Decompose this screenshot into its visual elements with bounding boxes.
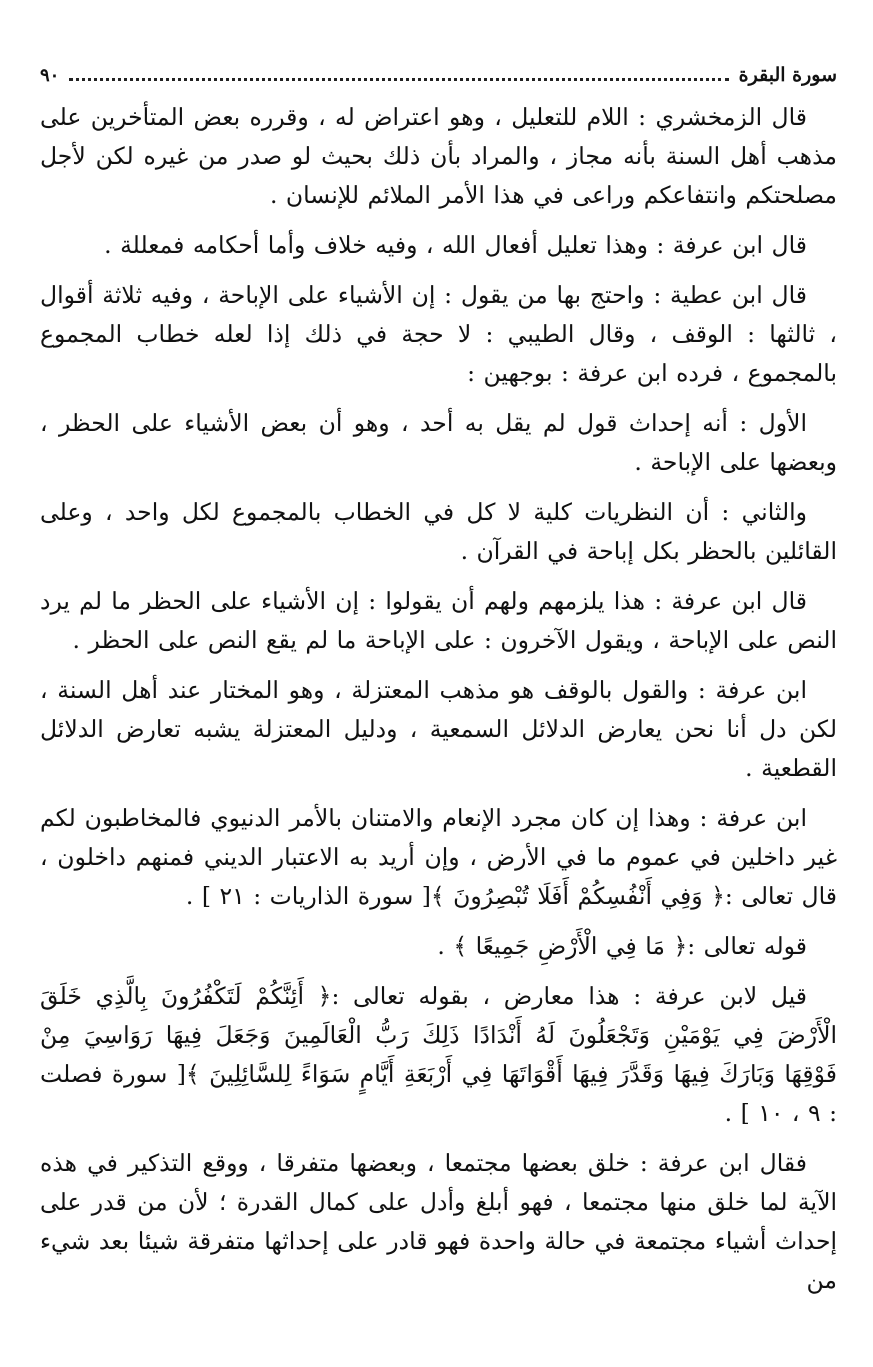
paragraph-first-reason: الأول : أنه إحداث قول لم يقل به أحد ، وهو أن بعض الأشياء على الحظر ، وبعضها على الإباحة . xyxy=(40,409,837,476)
paragraph-zamakhshari: قال الزمخشري : اللام للتعليل ، وهو اعتراض له ، وقرره بعض المتأخرين على مذهب أهل السنة بأنه مجاز ، والمراد بأن ذلك بحيث لو صدر من غيره لكن لأجل مصلحتكم وانتفاعكم وراعى في هذا الأمر الملائم للإنسان . xyxy=(40,103,837,209)
paragraph-inam: ابن عرفة : وهذا إن كان مجرد الإنعام والامتنان بالأمر الدنيوي فالمخاطبون لكم غير داخلين في عموم ما في الأرض ، وإن أريد به الاعتبار الديني فمنهم داخلون ، قال تعالى :﴿ وَفِي أَنْفُسِكُمْ أَفَلَا تُبْصِرُونَ ﴾[ سورة الذاريات : ٢١ ] . xyxy=(40,804,837,910)
paragraph-ibn-arafa-hazr: قال ابن عرفة : هذا يلزمهم ولهم أن يقولوا : إن الأشياء على الحظر ما لم يرد النص على الإباحة ، ويقول الآخرون : على الإباحة ما لم يقع النص على الحظر . xyxy=(40,587,837,654)
paragraph-fussilat-objection: قيل لابن عرفة : هذا معارض ، بقوله تعالى :﴿ أَئِنَّكُمْ لَتَكْفُرُونَ بِالَّذِي خَلَقَ الْأَرْضَ فِي يَوْمَيْنِ وَتَجْعَلُونَ لَهُ أَنْدَادًا ذَلِكَ رَبُّ الْعَالَمِينَ وَجَعَلَ فِيهَا رَوَاسِيَ مِنْ فَوْقِهَا وَبَارَكَ فِيهَا وَقَدَّرَ فِيهَا أَقْوَاتَهَا فِي أَرْبَعَةِ أَيَّامٍ سَوَاءً لِلسَّائِلِينَ ﴾[ سورة فصلت : ٩ ، ١٠ ] . xyxy=(40,982,837,1127)
paragraph-ibn-atiyya: قال ابن عطية : واحتج بها من يقول : إن الأشياء على الإباحة ، وفيه ثلاثة أقوال ، ثالثها : الوقف ، وقال الطيبي : لا حجة في ذلك إذا لعله خطاب المجموع بالمجموع ، فرده ابن عرفة : بوجهين : xyxy=(40,281,837,387)
paragraph-verse-heading: قوله تعالى :﴿ مَا فِي الْأَرْضِ جَمِيعًا ﴾ . xyxy=(437,932,807,960)
paragraph-ibn-arafa-answer: فقال ابن عرفة : خلق بعضها مجتمعا ، وبعضها متفرقا ، ووقع التذكير في هذه الآية لما خلق منها مجتمعا ، فهو أبلغ وأدل على كمال القدرة ؛ لأن من قدر على إحداث أشياء مجتمعة في حالة واحدة فهو قادر على إحداثها متفرقة شيئا بعد شيء من xyxy=(40,1149,837,1294)
page-number: ٩٠ xyxy=(40,64,60,86)
leader-dots xyxy=(69,78,728,81)
paragraph-waqf: ابن عرفة : والقول بالوقف هو مذهب المعتزلة ، وهو المختار عند أهل السنة ، لكن دل أنا نحن يعارض الدلائل السمعية ، ودليل المعتزلة يشبه تعارض الدلائل القطعية . xyxy=(40,676,837,782)
paragraph-second-reason: والثاني : أن النظريات كلية لا كل في الخطاب بالمجموع لكل واحد ، وعلى القائلين بالحظر بكل إباحة في القرآن . xyxy=(40,498,837,565)
surah-title: سورة البقرة xyxy=(738,64,837,86)
running-header xyxy=(40,58,837,92)
paragraph-ibn-arafa-taalil: قال ابن عرفة : وهذا تعليل أفعال الله ، وفيه خلاف وأما أحكامه فمعللة . xyxy=(104,231,807,259)
